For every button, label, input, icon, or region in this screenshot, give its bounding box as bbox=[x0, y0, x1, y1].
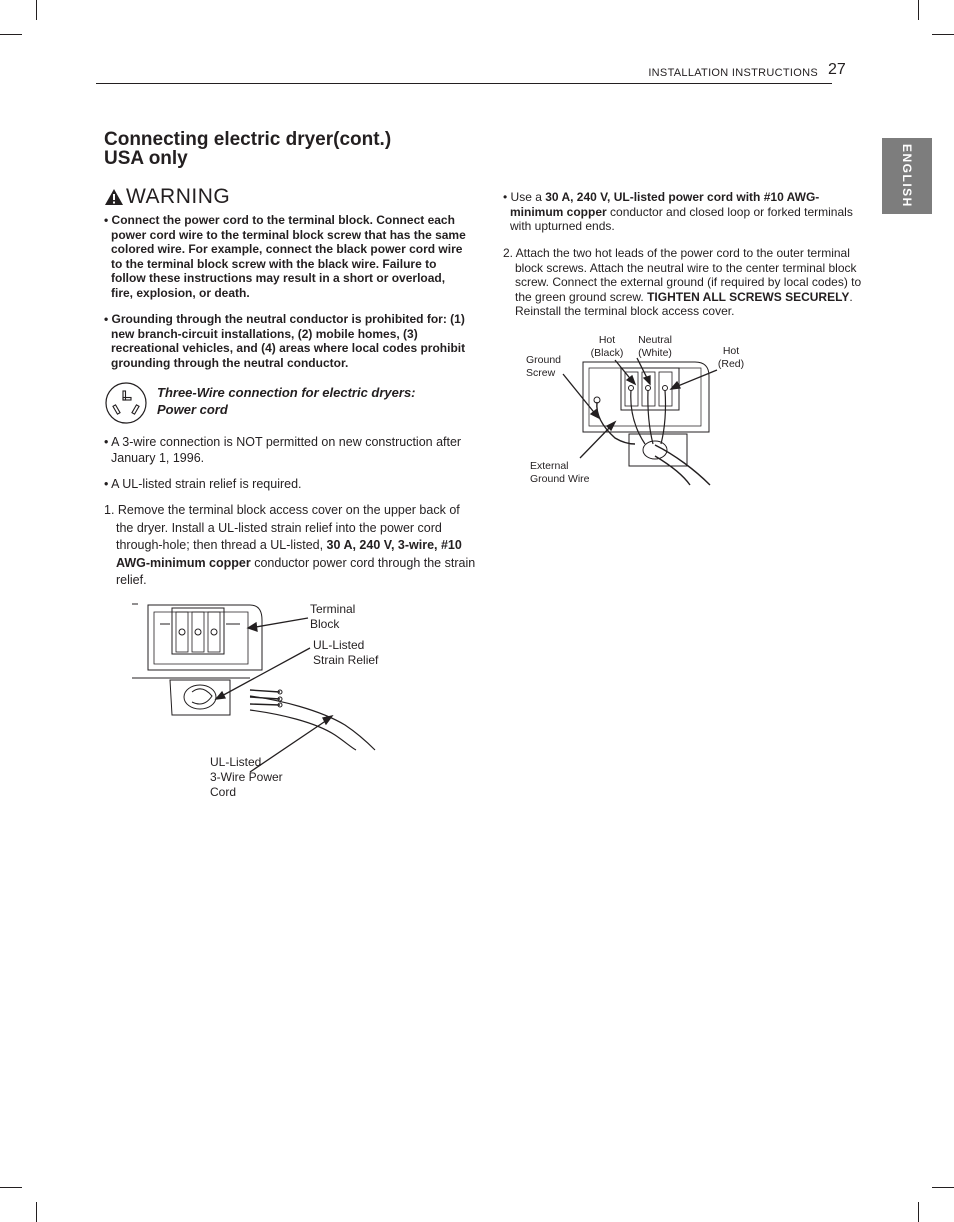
page-title bbox=[104, 130, 391, 168]
step-1-text: 1. Remove the terminal block access cover on the upper back of the dryer. Install a UL-listed strain relief into the power cord through-hole; then thread a UL-listed, bbox=[104, 503, 460, 552]
warning-bullet-2: • Grounding through the neutral conductor is prohibited for: (1) new branch-circuit installations, (2) mobile homes, (3) recreational vehicles, and (4) areas where local codes prohibit grounding through the neutral conductor. bbox=[104, 312, 466, 370]
warning-heading-text: WARNING bbox=[126, 185, 231, 208]
ground-screw-label bbox=[526, 354, 561, 380]
external-ground-wire-label bbox=[530, 460, 590, 486]
three-wire-caption-line1: Three-Wire connection for electric dryers: bbox=[157, 385, 416, 400]
neutral-white-label-line2: (White) bbox=[638, 347, 672, 359]
crop-mark bbox=[0, 1187, 22, 1188]
neutral-white-label-line1: Neutral bbox=[638, 334, 672, 346]
external-ground-wire-label-line2: Ground Wire bbox=[530, 473, 590, 485]
crop-mark bbox=[36, 0, 37, 20]
step-1 bbox=[104, 502, 476, 590]
terminal-block-label bbox=[310, 602, 355, 632]
hot-black-label bbox=[590, 334, 624, 360]
three-wire-bullet-2: • A UL-listed strain relief is required. bbox=[104, 477, 302, 491]
crop-mark bbox=[36, 1202, 37, 1222]
terminal-block-label-line1: Terminal bbox=[310, 602, 356, 616]
hot-red-label-line1: Hot bbox=[722, 345, 740, 357]
step-2-text: 2. Attach the two hot leads of the power cord to the outer terminal block screws. Attach the neutral wire to the center terminal block screw. Connect the external ground (if required by local codes) to the green ground screw. bbox=[503, 246, 862, 304]
power-cord-label-line1: UL-Listed bbox=[210, 755, 262, 769]
step-1-bold: 30 A, 240 V, 3-wire, #10 AWG-minimum copper bbox=[116, 538, 462, 570]
ground-screw-label-line2: Screw bbox=[526, 367, 556, 379]
three-wire-caption bbox=[157, 384, 416, 418]
step-2-text-end: . Reinstall the terminal block access cover. bbox=[515, 289, 853, 318]
page-title-line2: USA only bbox=[104, 148, 188, 169]
step-1-text-end: conductor power cord through the strain relief. bbox=[116, 555, 476, 587]
hot-black-label-line1: Hot bbox=[598, 334, 616, 346]
hot-black-label-line2: (Black) bbox=[590, 347, 624, 359]
neutral-white-label bbox=[634, 334, 676, 360]
power-cord-bullet-text: • Use a bbox=[503, 190, 546, 204]
warning-bullet-1: • Connect the power cord to the terminal block. Connect each power cord wire to the terminal block screw that has the same colored wire. For example, connect the black power cord wire to the terminal block screw with the black wire. Failure to follow these instructions may result in a short or overload, fire, explosion, or death. bbox=[104, 213, 466, 300]
page-title-line1: Connecting electric dryer(cont.) bbox=[104, 129, 392, 150]
power-cord-bullet-text-end: conductor and closed loop or forked terminals with upturned ends. bbox=[510, 204, 853, 233]
crop-mark bbox=[918, 0, 919, 20]
hot-red-label bbox=[714, 345, 748, 371]
crop-mark bbox=[932, 1187, 954, 1188]
three-prong-outlet-icon bbox=[104, 381, 148, 425]
crop-mark bbox=[932, 34, 954, 35]
crop-mark bbox=[918, 1202, 919, 1222]
language-tab-label: ENGLISH bbox=[900, 144, 914, 208]
header-section-title: INSTALLATION INSTRUCTIONS bbox=[648, 67, 818, 79]
power-cord-label-line3: Cord bbox=[210, 785, 237, 799]
language-tab bbox=[882, 138, 932, 214]
three-wire-caption-line2: Power cord bbox=[157, 402, 228, 417]
header-rule bbox=[96, 83, 832, 84]
terminal-block-label-line2: Block bbox=[310, 617, 340, 631]
power-cord-label bbox=[210, 755, 283, 800]
power-cord-bullet bbox=[503, 190, 860, 234]
step-2 bbox=[503, 246, 867, 319]
three-wire-bullet-1: • A 3-wire connection is NOT permitted on new construction after January 1, 1996. bbox=[104, 435, 462, 465]
power-cord-label-line2: 3-Wire Power bbox=[210, 770, 283, 784]
warning-heading bbox=[104, 185, 230, 209]
step-2-bold: TIGHTEN ALL SCREWS SECURELY bbox=[647, 289, 850, 304]
external-ground-wire-label-line1: External bbox=[530, 460, 569, 472]
power-cord-bullet-bold: 30 A, 240 V, UL-listed power cord with #10 AWG-minimum copper bbox=[510, 190, 820, 219]
hot-red-label-line2: (Red) bbox=[717, 358, 745, 370]
strain-relief-label-line1: UL-Listed bbox=[313, 638, 365, 652]
page-number: 27 bbox=[828, 61, 846, 78]
warning-triangle-icon bbox=[104, 188, 124, 206]
strain-relief-label-line2: Strain Relief bbox=[313, 653, 379, 667]
strain-relief-label bbox=[313, 638, 378, 668]
crop-mark bbox=[0, 34, 22, 35]
ground-screw-label-line1: Ground bbox=[526, 354, 562, 366]
